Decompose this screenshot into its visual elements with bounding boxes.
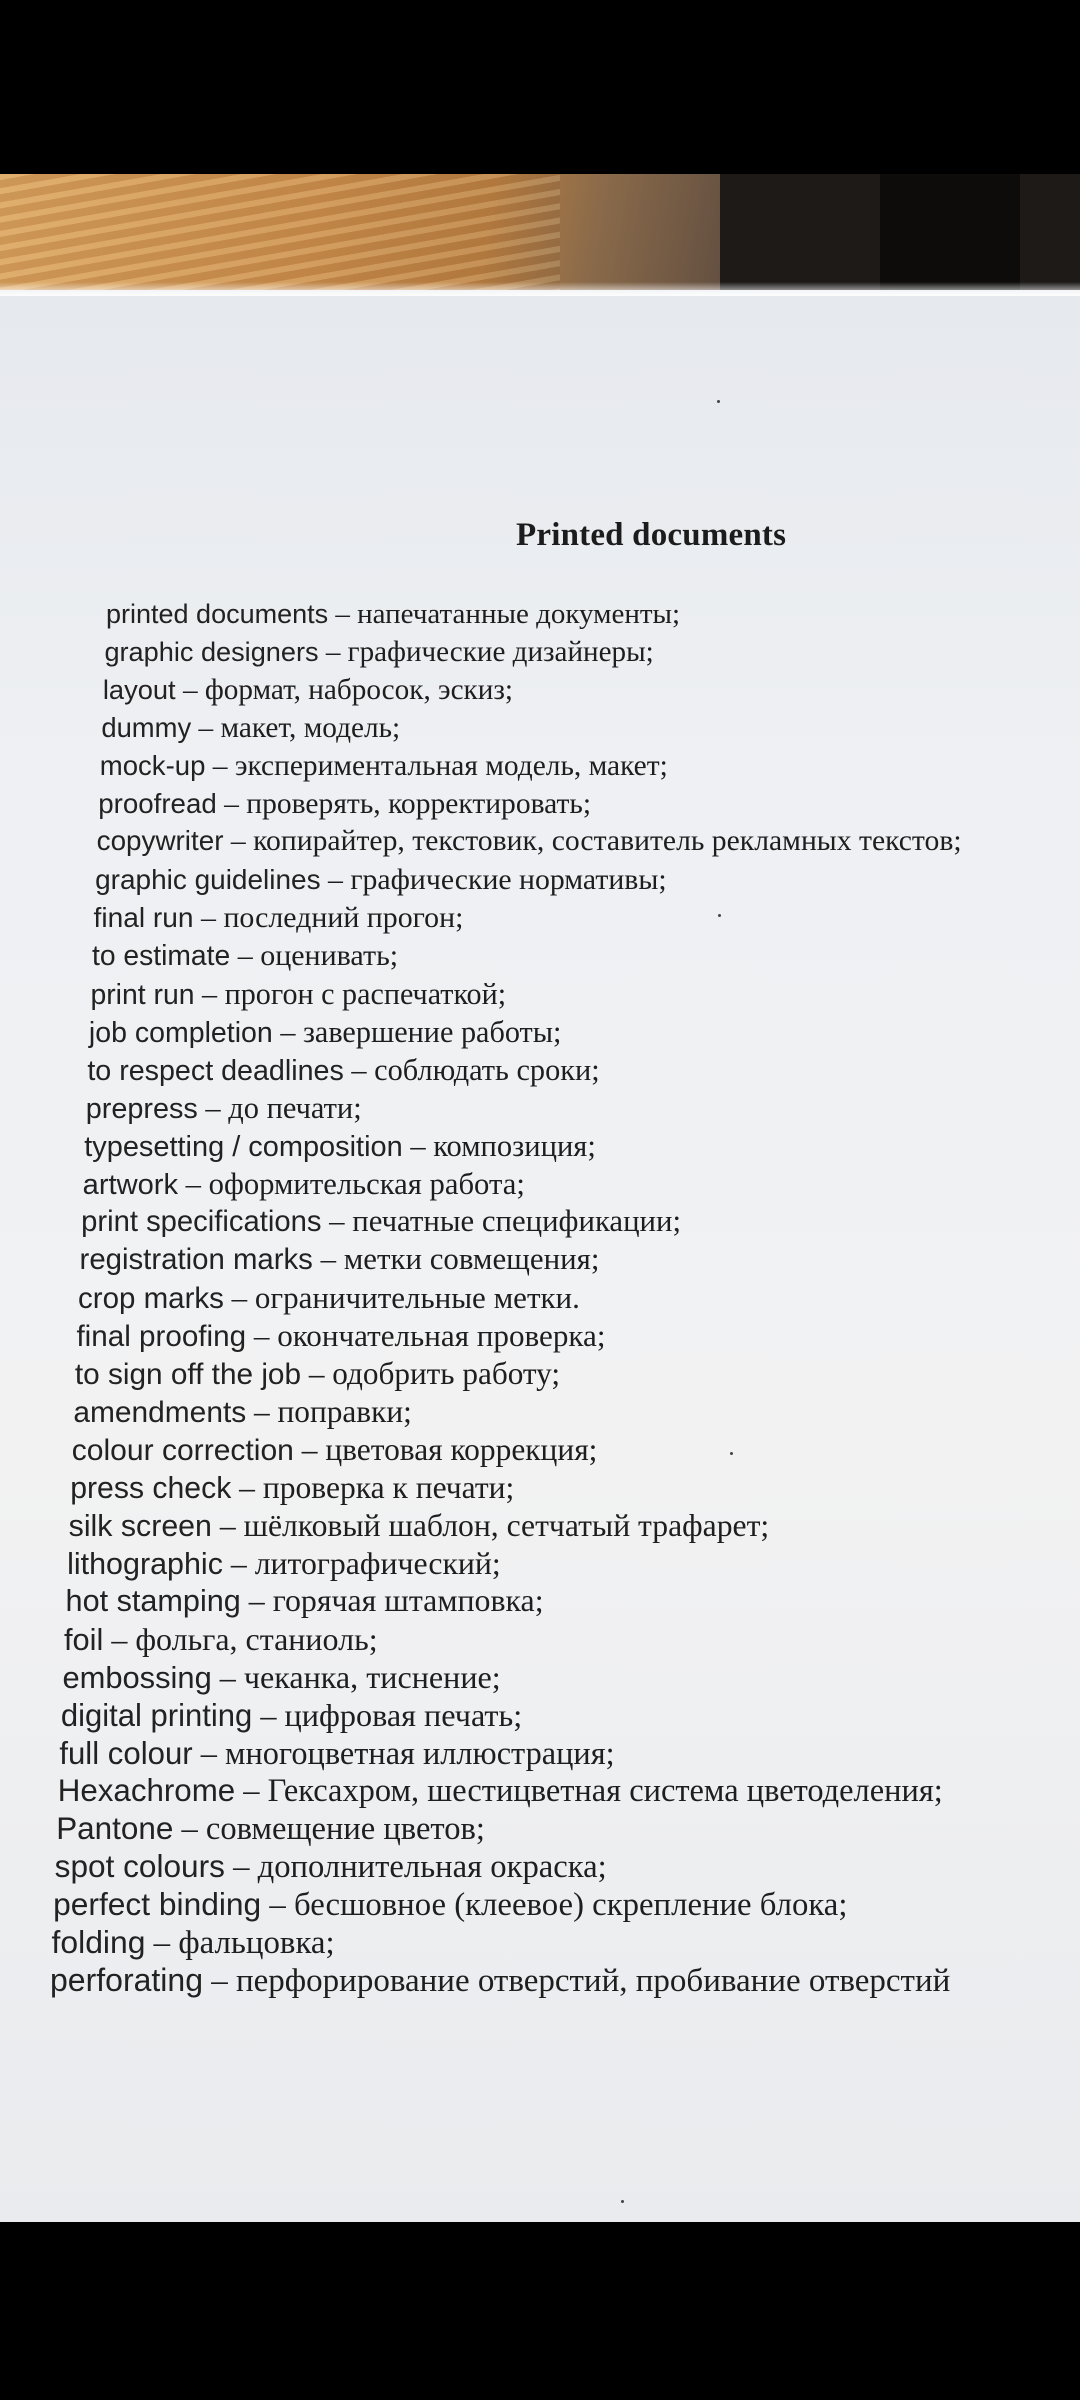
term-item <box>82 1166 525 1201</box>
term-english: prepress <box>85 1092 198 1125</box>
term-translation: графические нормативы; <box>350 863 667 897</box>
term-english: hot stamping <box>65 1584 241 1619</box>
term-item <box>71 1431 598 1467</box>
term-english: dummy <box>101 711 192 743</box>
term-separator: – <box>211 1659 244 1696</box>
term-english: graphic designers <box>104 635 319 667</box>
term-separator: – <box>246 1318 278 1354</box>
term-separator: – <box>235 1772 268 1809</box>
term-translation: метки совмещения; <box>343 1241 600 1277</box>
term-separator: – <box>224 1848 258 1885</box>
term-item <box>67 1545 501 1581</box>
term-item <box>64 1623 378 1656</box>
bottom-black-bar <box>0 2222 1080 2400</box>
term-translation: копирайтер, текстовик, составитель рекламных текстов; <box>253 825 962 858</box>
term-english: colour correction <box>71 1433 294 1467</box>
term-separator: – <box>301 1356 333 1391</box>
term-english: foil <box>64 1622 104 1658</box>
term-item <box>102 673 514 706</box>
term-english: to estimate <box>92 939 231 972</box>
term-item <box>66 1585 544 1617</box>
term-english: print specifications <box>81 1206 322 1239</box>
term-separator: – <box>318 635 348 668</box>
term-english: to respect deadlines <box>87 1054 344 1087</box>
term-separator: – <box>223 1280 255 1316</box>
term-translation: горячая штамповка; <box>272 1583 544 1619</box>
term-english: digital printing <box>60 1698 253 1734</box>
term-item <box>90 979 506 1009</box>
term-separator: – <box>191 711 221 744</box>
term-translation: ограничительные метки. <box>254 1280 580 1316</box>
term-translation: цифровая печать; <box>284 1697 523 1734</box>
term-separator: – <box>175 673 205 706</box>
term-item <box>79 1241 600 1277</box>
term-english: folding <box>51 1923 146 1960</box>
term-item <box>85 1090 362 1125</box>
term-separator: – <box>272 1014 303 1049</box>
term-translation: чеканка, тиснение; <box>243 1659 501 1696</box>
term-separator: – <box>193 901 224 935</box>
term-english: artwork <box>82 1168 178 1201</box>
term-separator: – <box>202 1963 236 2000</box>
paper-speck <box>717 400 720 403</box>
term-separator: – <box>230 939 261 973</box>
term-item <box>68 1507 770 1543</box>
term-english: printed documents <box>106 599 329 629</box>
term-item <box>76 1320 605 1352</box>
term-item <box>81 1206 681 1237</box>
term-item <box>84 1128 596 1163</box>
term-translation: печатные спецификации; <box>352 1204 682 1239</box>
term-separator: – <box>252 1697 285 1734</box>
term-translation: литографический; <box>254 1545 501 1581</box>
term-separator: – <box>177 1166 209 1201</box>
term-separator: – <box>205 749 235 782</box>
term-item <box>94 903 464 933</box>
term-translation: бесшовное (клеевое) скрепление блока; <box>293 1886 848 1923</box>
term-item <box>99 749 668 782</box>
term-english: perfect binding <box>53 1885 262 1922</box>
term-english: full colour <box>59 1736 193 1771</box>
term-item <box>62 1661 500 1694</box>
term-item <box>56 1810 485 1847</box>
term-translation: Гексахром, шестицветная система цветоделения; <box>267 1772 943 1809</box>
term-item <box>54 1847 607 1885</box>
term-translation: оценивать; <box>260 939 399 973</box>
term-translation: оформительская работа; <box>208 1166 525 1201</box>
term-translation: совмещение цветов; <box>205 1810 485 1847</box>
term-english: Hexachrome <box>57 1772 236 1808</box>
term-item <box>106 600 680 629</box>
term-translation: многоцветная иллюстрация; <box>225 1735 615 1771</box>
term-translation: прогон с распечаткой; <box>224 977 507 1011</box>
term-english: graphic guidelines <box>95 864 321 896</box>
term-separator: – <box>240 1583 273 1619</box>
term-separator: – <box>194 977 225 1011</box>
term-translation: дополнительная окраска; <box>257 1848 607 1885</box>
term-translation: напечатанные документы; <box>357 598 681 630</box>
term-translation: поправки; <box>277 1393 412 1429</box>
term-item <box>78 1282 580 1314</box>
term-separator: – <box>261 1886 294 1923</box>
term-translation: до печати; <box>228 1090 362 1125</box>
term-separator: – <box>312 1241 344 1277</box>
term-item <box>95 865 667 895</box>
term-translation: окончательная проверка; <box>277 1318 606 1354</box>
term-translation: композиция; <box>433 1128 596 1163</box>
term-separator: – <box>402 1128 434 1163</box>
term-english: press check <box>70 1471 232 1505</box>
term-english: perforating <box>50 1962 203 1999</box>
term-translation: графические дизайнеры; <box>347 635 654 668</box>
term-english: lithographic <box>67 1546 223 1581</box>
term-translation: проверка к печати; <box>262 1469 515 1505</box>
term-item <box>87 1052 600 1087</box>
term-item <box>60 1697 523 1734</box>
term-item <box>88 1014 562 1049</box>
term-item <box>97 827 962 857</box>
term-translation: последний прогон; <box>223 901 464 935</box>
term-separator: – <box>328 598 358 630</box>
term-separator: – <box>192 1735 225 1771</box>
term-english: amendments <box>73 1395 247 1429</box>
term-english: silk screen <box>68 1509 212 1543</box>
term-translation: фальцовка; <box>178 1924 335 1961</box>
term-english: spot colours <box>54 1847 225 1884</box>
term-english: layout <box>102 673 176 705</box>
term-english: Pantone <box>56 1810 174 1846</box>
term-english: final proofing <box>76 1320 247 1354</box>
term-separator: – <box>173 1810 206 1847</box>
term-separator: – <box>223 825 254 858</box>
term-separator: – <box>231 1469 263 1505</box>
term-english: proofread <box>98 787 217 819</box>
term-english: mock-up <box>99 749 206 781</box>
term-english: final run <box>93 902 194 934</box>
term-separator: – <box>211 1507 244 1543</box>
term-separator: – <box>320 863 351 897</box>
term-translation: соблюдать сроки; <box>374 1052 600 1087</box>
term-separator: – <box>293 1431 326 1467</box>
term-separator: – <box>197 1090 229 1125</box>
paper-speck <box>730 1452 733 1455</box>
term-separator: – <box>216 787 247 820</box>
term-english: copywriter <box>96 825 224 857</box>
term-item <box>73 1393 412 1429</box>
term-item <box>104 635 654 668</box>
term-item <box>101 711 401 744</box>
term-item <box>75 1358 560 1390</box>
term-separator: – <box>343 1052 375 1087</box>
term-item <box>59 1737 614 1769</box>
term-translation: экспериментальная модель, макет; <box>234 749 668 782</box>
term-translation: завершение работы; <box>302 1014 562 1049</box>
term-separator: – <box>246 1393 278 1429</box>
term-english: crop marks <box>78 1282 224 1316</box>
term-english: embossing <box>62 1660 212 1696</box>
term-separator: – <box>145 1924 179 1961</box>
term-translation: одобрить работу; <box>332 1356 561 1391</box>
term-translation: перфорирование отверстий, пробивание отверстий <box>235 1963 951 2000</box>
term-english: job completion <box>88 1016 273 1049</box>
term-item <box>70 1469 515 1505</box>
term-item <box>92 941 398 971</box>
term-english: to sign off the job <box>74 1358 302 1391</box>
term-separator: – <box>222 1545 255 1581</box>
term-separator: – <box>103 1621 136 1658</box>
term-separator: – <box>321 1204 353 1239</box>
term-item <box>57 1772 943 1809</box>
term-translation: макет, модель; <box>220 711 401 744</box>
term-item <box>98 787 592 820</box>
term-english: print run <box>90 979 195 1011</box>
term-item <box>53 1885 848 1923</box>
term-translation: цветовая коррекция; <box>325 1431 598 1467</box>
term-english: registration marks <box>79 1243 313 1277</box>
paper-speck <box>621 2200 624 2203</box>
term-item <box>51 1923 335 1961</box>
term-translation: шёлковый шаблон, сетчатый трафарет; <box>243 1507 770 1543</box>
paper-speck <box>718 914 721 917</box>
term-translation: формат, набросок, эскиз; <box>204 673 514 706</box>
page-title: Printed documents <box>516 517 787 553</box>
term-item <box>50 1964 950 1998</box>
term-english: typesetting / composition <box>84 1130 403 1163</box>
term-translation: фольга, станиоль; <box>135 1621 378 1658</box>
term-translation: проверять, корректировать; <box>246 787 592 820</box>
